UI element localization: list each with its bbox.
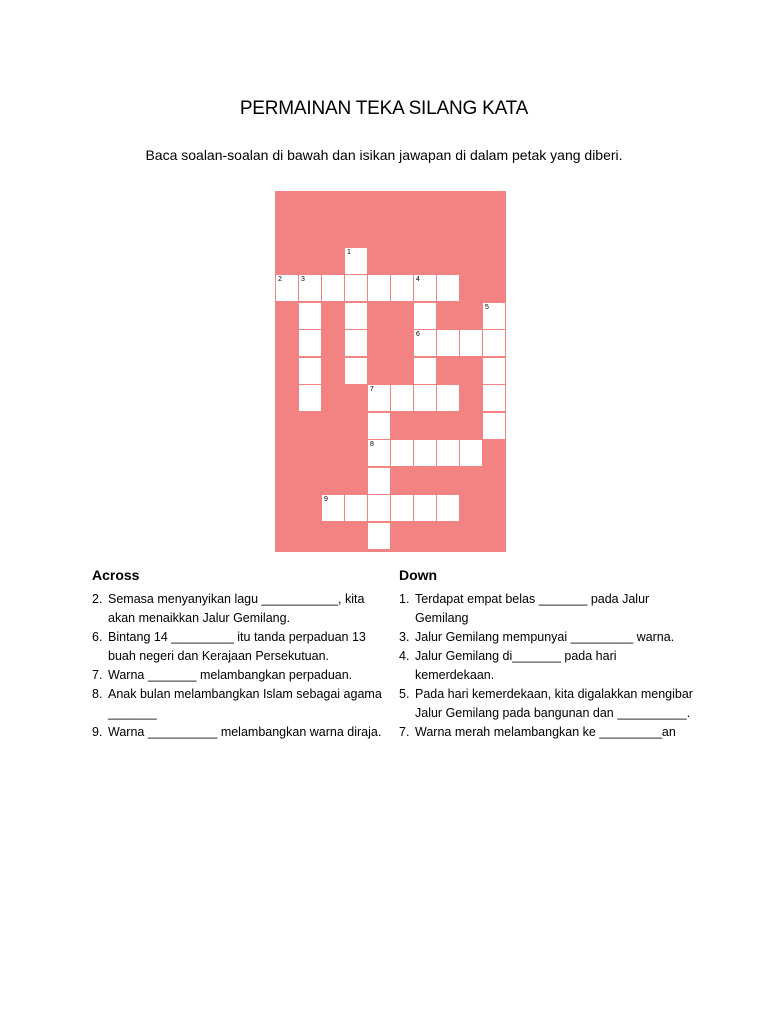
page-title: PERMAINAN TEKA SILANG KATA — [239, 98, 529, 119]
crossword-cell[interactable] — [437, 440, 459, 466]
clue-number-label: 9 — [324, 496, 328, 503]
crossword-cell[interactable] — [345, 303, 367, 329]
clue-item — [92, 723, 382, 742]
clue-number: 6. — [92, 630, 103, 644]
clue-text: Warna _______ melambangkan perpaduan. — [108, 668, 353, 682]
crossword-cell[interactable] — [345, 248, 367, 274]
clue-number-label: 6 — [416, 331, 420, 338]
crossword-cell[interactable] — [391, 385, 413, 411]
crossword-cell[interactable] — [345, 275, 367, 301]
crossword-board — [275, 191, 506, 552]
clue-number: 7. — [92, 668, 103, 682]
crossword-cell[interactable] — [299, 303, 321, 329]
crossword-cell[interactable] — [414, 330, 436, 356]
crossword-cell[interactable] — [299, 385, 321, 411]
clue-text: Terdapat empat belas _______ pada Jalur Gemilang — [415, 592, 650, 625]
clue-text: Bintang 14 _________ itu tanda perpaduan 13 buah negeri dan Kerajaan Persekutuan. — [108, 630, 366, 663]
crossword-cell[interactable] — [414, 440, 436, 466]
crossword-cell[interactable] — [368, 468, 390, 494]
crossword-cell[interactable] — [368, 275, 390, 301]
instruction-text: Baca soalan-soalan di bawah dan isikan jawapan di dalam petak yang diberi. — [145, 147, 623, 163]
clue-item — [399, 723, 699, 742]
clue-item — [92, 590, 382, 628]
crossword-cell[interactable] — [391, 275, 413, 301]
clue-number-label: 8 — [370, 441, 374, 448]
clue-number: 5. — [399, 687, 410, 701]
crossword-cell[interactable] — [391, 440, 413, 466]
clue-text: Warna __________ melambangkan warna diraja. — [108, 725, 382, 739]
clue-item — [92, 628, 382, 666]
across-clue-list — [92, 590, 382, 742]
clue-item — [399, 685, 699, 723]
clue-number: 1. — [399, 592, 410, 606]
clue-item — [399, 628, 699, 647]
clue-text: Jalur Gemilang mempunyai _________ warna. — [415, 630, 675, 644]
clue-number: 4. — [399, 649, 410, 663]
crossword-cell[interactable] — [483, 413, 505, 439]
crossword-cell[interactable] — [437, 330, 459, 356]
clue-number-label: 1 — [347, 248, 351, 256]
clue-item — [92, 666, 382, 685]
crossword-cell[interactable] — [391, 495, 413, 521]
clue-number: 2. — [92, 592, 103, 606]
crossword-cell[interactable] — [414, 275, 436, 301]
clue-item — [399, 647, 699, 685]
crossword-cell[interactable] — [483, 358, 505, 384]
crossword-cell[interactable] — [437, 495, 459, 521]
crossword-cell[interactable] — [345, 330, 367, 356]
down-heading: Down — [399, 567, 438, 583]
clue-text: Jalur Gemilang di_______ pada hari kemerdekaan. — [415, 649, 617, 682]
crossword-cell[interactable] — [414, 358, 436, 384]
crossword-cell[interactable] — [437, 385, 459, 411]
crossword-cell[interactable] — [460, 440, 482, 466]
clue-number-label: 5 — [485, 303, 489, 311]
crossword-cell[interactable] — [368, 495, 390, 521]
clue-number: 9. — [92, 725, 103, 739]
clue-number-label: 2 — [278, 276, 282, 283]
clue-number: 7. — [399, 725, 410, 739]
clue-number-label: 3 — [301, 276, 305, 283]
clue-number: 8. — [92, 687, 103, 701]
crossword-cell[interactable] — [368, 385, 390, 411]
crossword-cell[interactable] — [299, 358, 321, 384]
crossword-cell[interactable] — [368, 413, 390, 439]
crossword-cell[interactable] — [368, 440, 390, 466]
clue-item — [399, 590, 699, 628]
crossword-cell[interactable] — [483, 330, 505, 356]
crossword-cell[interactable] — [437, 275, 459, 301]
crossword-cell[interactable] — [299, 275, 321, 301]
crossword-cell[interactable] — [345, 358, 367, 384]
crossword-cell[interactable] — [414, 385, 436, 411]
crossword-cell[interactable] — [368, 523, 390, 549]
crossword-cell[interactable] — [483, 303, 505, 329]
clue-text: Semasa menyanyikan lagu ___________, kita akan menaikkan Jalur Gemilang. — [108, 592, 365, 625]
crossword-cell[interactable] — [299, 330, 321, 356]
clue-text: Anak bulan melambangkan Islam sebagai agama _______ — [108, 687, 382, 720]
crossword-cell[interactable] — [345, 495, 367, 521]
crossword-cell[interactable] — [414, 303, 436, 329]
crossword-cell[interactable] — [276, 275, 298, 301]
clue-number-label: 4 — [416, 276, 420, 283]
crossword-cell[interactable] — [483, 385, 505, 411]
clue-text: Warna merah melambangkan ke _________an — [415, 725, 676, 739]
crossword-cell[interactable] — [460, 330, 482, 356]
down-clue-list — [399, 590, 699, 742]
crossword-cell[interactable] — [322, 495, 344, 521]
across-heading: Across — [92, 567, 140, 583]
clue-text: Pada hari kemerdekaan, kita digalakkan mengibar Jalur Gemilang pada bangunan dan __________. — [415, 687, 693, 720]
crossword-cell[interactable] — [414, 495, 436, 521]
clue-item — [92, 685, 382, 723]
crossword-cell[interactable] — [322, 275, 344, 301]
clue-number-label: 7 — [370, 386, 374, 393]
clue-number: 3. — [399, 630, 410, 644]
